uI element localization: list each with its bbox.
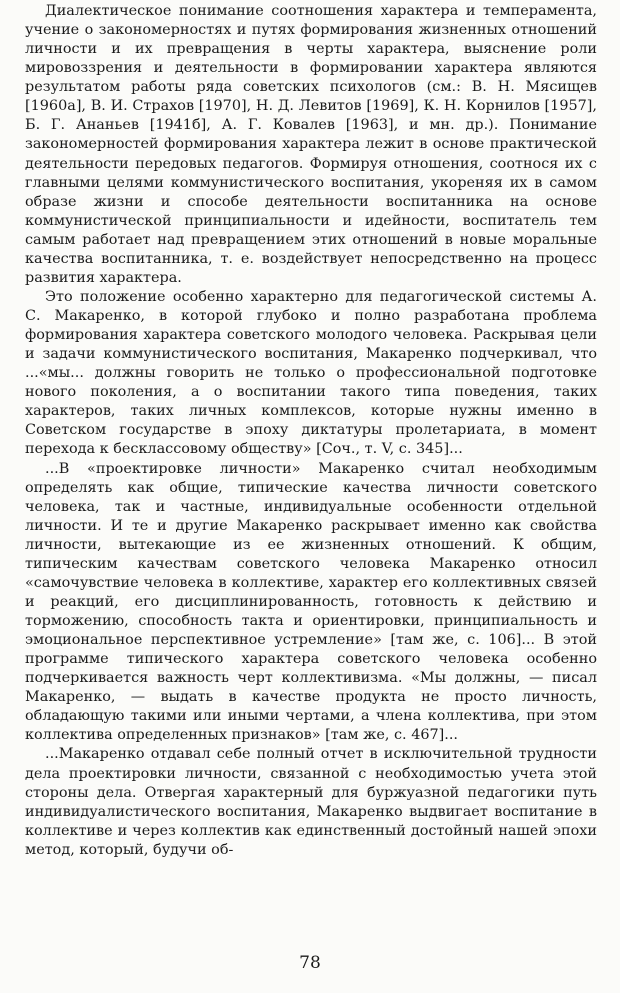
body-text — [25, 2, 597, 860]
page-number: 78 — [299, 953, 321, 973]
paragraph-3: ...В «проектировке личности» Макаренко считал необходимым определять как общие, типические качества личности советского человека, так и частные, индивидуальные особенности отдельной личности. И те и другие Макаренко раскрывает именно как свойства личности, вытекающие из ее жизненных отношений. К общим, типическим качествам советского человека Макаренко относил «самочувствие человека в коллективе, характер его коллективных связей и реакций, его дисциплинированность, готовность к действию и торможению, способность такта и ориентировки, принципиальность и эмоциональное перспективное устремление» [там же, с. 106]... В этой программе типического характера советского человека особенно подчеркивается важность черт коллективизма. «Мы должны, — писал Макаренко, — выдать в качестве продукта не просто личность, обладающую такими или иными чертами, а члена коллектива, при этом коллектива определенных признаков» [там же, с. 467]... — [25, 460, 597, 744]
paragraph-4: ...Макаренко отдавал себе полный отчет в исключительной трудности дела проектировки личности, связанной с необходимостью учета этой стороны дела. Отвергая характерный для буржуазной педагогики путь индивидуалистического воспитания, Макаренко выдвигает воспитание в коллективе и через коллектив как единственный достойный нашей эпохи метод, который, будучи об- — [25, 746, 597, 858]
paragraph-1: Диалектическое понимание соотношения характера и темперамента, учение о закономерностях и путях формирования жизненных отношений личности и их превращения в черты характера, выяснение роли мировоззрения и деятельности в формировании характера являются результатом работы ряда советских психологов (см.: В. Н. Мясищев [1960а], В. И. Страхов [1970], Н. Д. Левитов [1969], К. Н. Корнилов [1957], Б. Г. Ананьев [1941б], А. Г. Ковалев [1963], и мн. др.). Понимание закономерностей формирования характера лежит в основе практической деятельности передовых педагогов. Формируя отношения, соотнося их с главными целями коммунистического воспитания, укореняя их в самом образе жизни и способе деятельности воспитанника на основе коммунистической принципиальности и идейности, воспитатель тем самым работает над превращением этих отношений в новые моральные качества воспитанника, т. е. воздействует непосредственно на процесс развития характера. — [25, 3, 597, 286]
paragraph-2: Это положение особенно характерно для педагогической системы А. С. Макаренко, в которой глубоко и полно разработана проблема формирования характера советского молодого человека. Раскрывая цели и задачи коммунистического воспитания, Макаренко подчеркивал, что ...«мы... должны говорить не только о профессиональной подготовке нового поколения, а о воспитании такого типа поведения, таких характеров, таких личных комплексов, которые нужны именно в Советском государстве в эпоху диктатуры пролетариата, в момент перехода к бесклассовому обществу» [Соч., т. V, с. 345]... — [25, 288, 597, 458]
